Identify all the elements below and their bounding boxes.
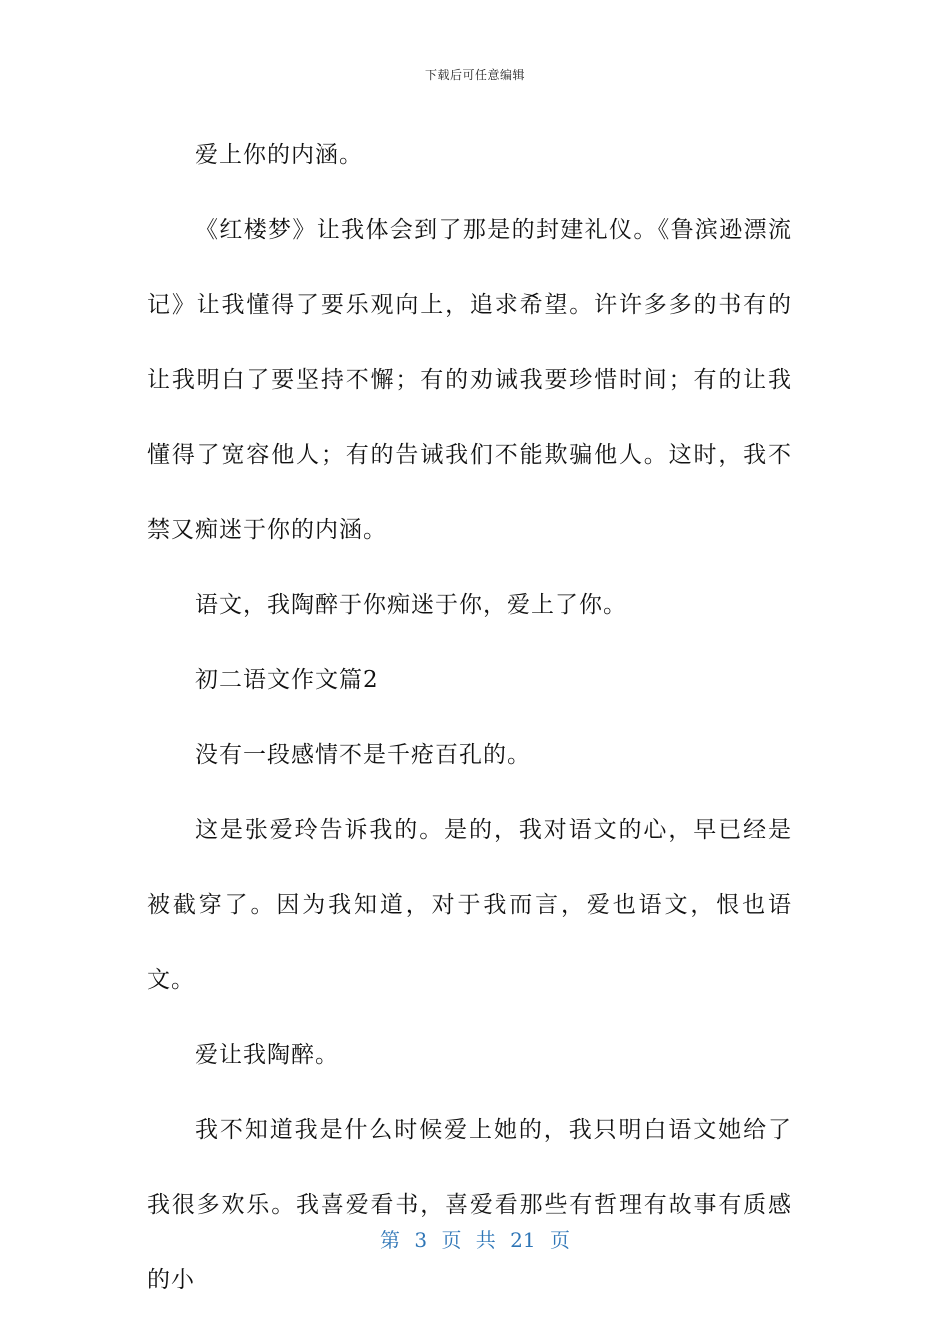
paragraph: 这是张爱玲告诉我的。是的，我对语文的心，早已经是被截穿了。因为我知道，对于我而言，爱也语文，恨也语文。	[147, 817, 792, 993]
section-heading: 初二语文作文篇2	[195, 667, 379, 693]
page-number: 第 3 页 共 21 页	[380, 1228, 570, 1252]
paragraph: 爱让我陶醉。	[195, 1042, 339, 1068]
paragraph: 我不知道我是什么时候爱上她的，我只明白语文她给了我很多欢乐。我喜爱看书，喜爱看那些有哲理有故事有质感的小	[147, 1117, 792, 1293]
paragraph: 没有一段感情不是千疮百孔的。	[195, 742, 531, 768]
paragraph: 爱上你的内涵。	[195, 142, 363, 168]
paragraph: 语文，我陶醉于你痴迷于你，爱上了你。	[195, 592, 627, 618]
page-header-note: 下载后可任意编辑	[424, 68, 525, 82]
document-body	[147, 118, 792, 1318]
paragraph: 《红楼梦》让我体会到了那是的封建礼仪。《鲁滨逊漂流记》让我懂得了要乐观向上，追求希望。许许多多的书有的让我明白了要坚持不懈；有的劝诫我要珍惜时间；有的让我懂得了宽容他人；有的告诫我们不能欺骗他人。这时，我不禁又痴迷于你的内涵。	[147, 217, 792, 543]
